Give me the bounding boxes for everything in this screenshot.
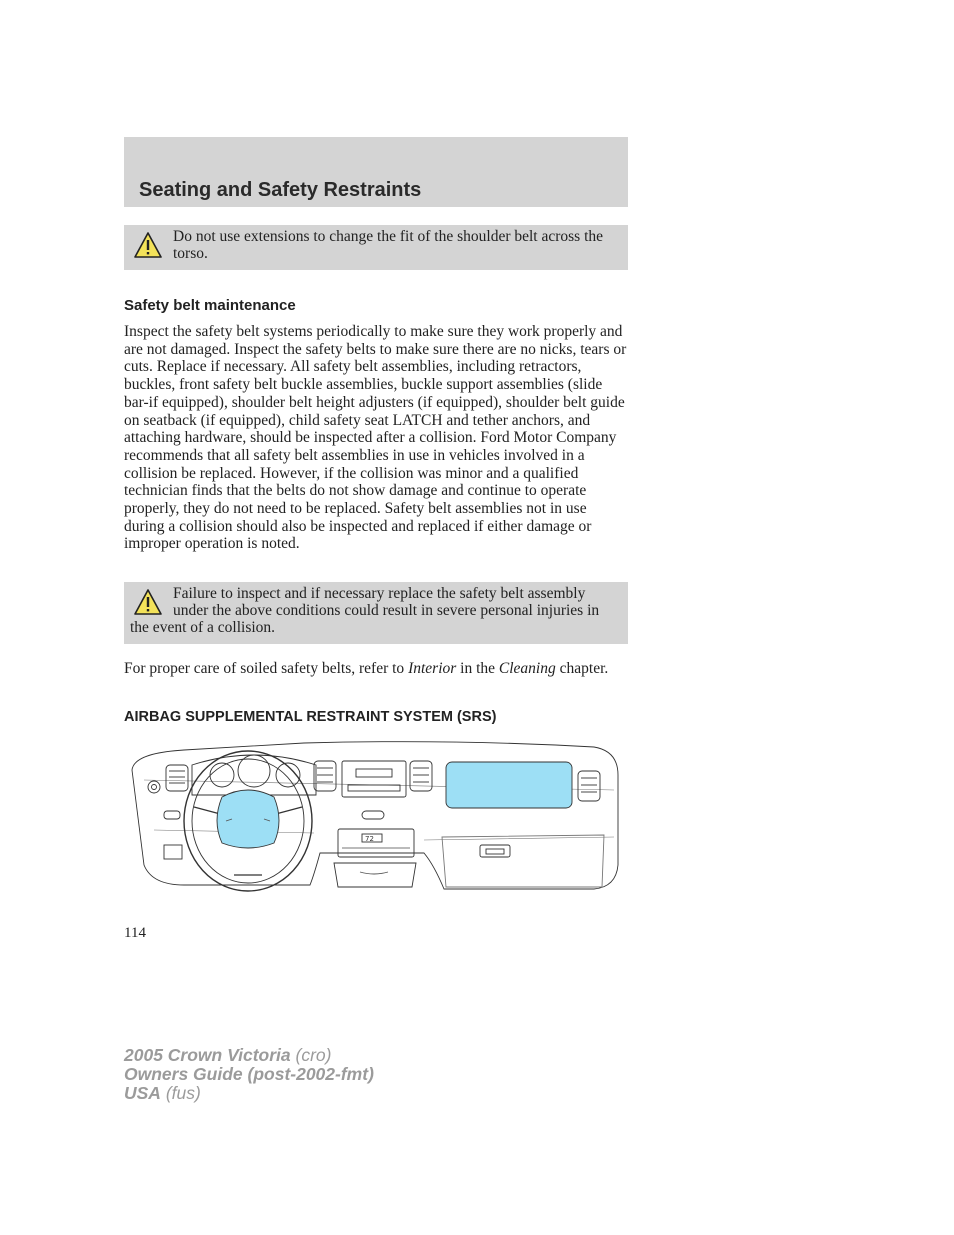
reference-interior: Interior	[408, 660, 457, 677]
dashboard-airbag-illustration	[124, 735, 624, 895]
warning-box-inspection	[124, 582, 628, 644]
warning-triangle-icon	[133, 588, 163, 616]
chapter-title: Seating and Safety Restraints	[139, 179, 422, 201]
footer-line-2: Owners Guide (post-2002-fmt)	[124, 1064, 374, 1084]
footer-line-1: 2005 Crown Victoria (cro)	[124, 1045, 332, 1065]
warning-box-extensions	[124, 225, 628, 270]
climate-display-text: 72	[365, 835, 374, 843]
care-paragraph: For proper care of soiled safety belts, refer to Interior in the Cleaning chapter.	[124, 660, 609, 677]
section-subheading: Safety belt maintenance	[124, 297, 296, 314]
warning-text: Failure to inspect and if necessary replace the safety belt assembly under the above conditions could result in severe personal injuries in the event of a collision.	[130, 585, 600, 636]
page-number: 114	[124, 925, 146, 941]
chapter-header-band	[124, 137, 628, 207]
footer-line-3: USA (fus)	[124, 1083, 201, 1103]
warning-text: Do not use extensions to change the fit of the shoulder belt across the torso.	[173, 228, 604, 262]
document-footer	[124, 1046, 374, 1103]
warning-triangle-icon	[133, 231, 163, 259]
maintenance-paragraph: Inspect the safety belt systems periodically to make sure they work properly and are not damaged. Inspect the safety belts to make sure there are no nicks, tears or cuts. Replace if necessary. All safety belt assemblies, including retractors, buckles, front safety belt buckle assemblies, buckle support assemblies (slide bar-if equipped), shoulder belt height adjusters (if equipped), shoulder belt guide on seatback (if equipped), child safety seat LATCH and tether anchors, and attaching hardware, should be inspected after a collision. Ford Motor Company recommends that all safety belt assemblies in use in vehicles involved in a collision be replaced. However, if the collision was minor and a qualified technician finds that the belts do not show damage and continue to operate properly, they do not need to be replaced. Safety belt assemblies not in use during a collision should also be inspected and replaced if either damage or improper operation is noted.	[124, 323, 627, 553]
section-heading: AIRBAG SUPPLEMENTAL RESTRAINT SYSTEM (SRS)	[124, 709, 497, 725]
reference-cleaning: Cleaning	[498, 660, 556, 677]
